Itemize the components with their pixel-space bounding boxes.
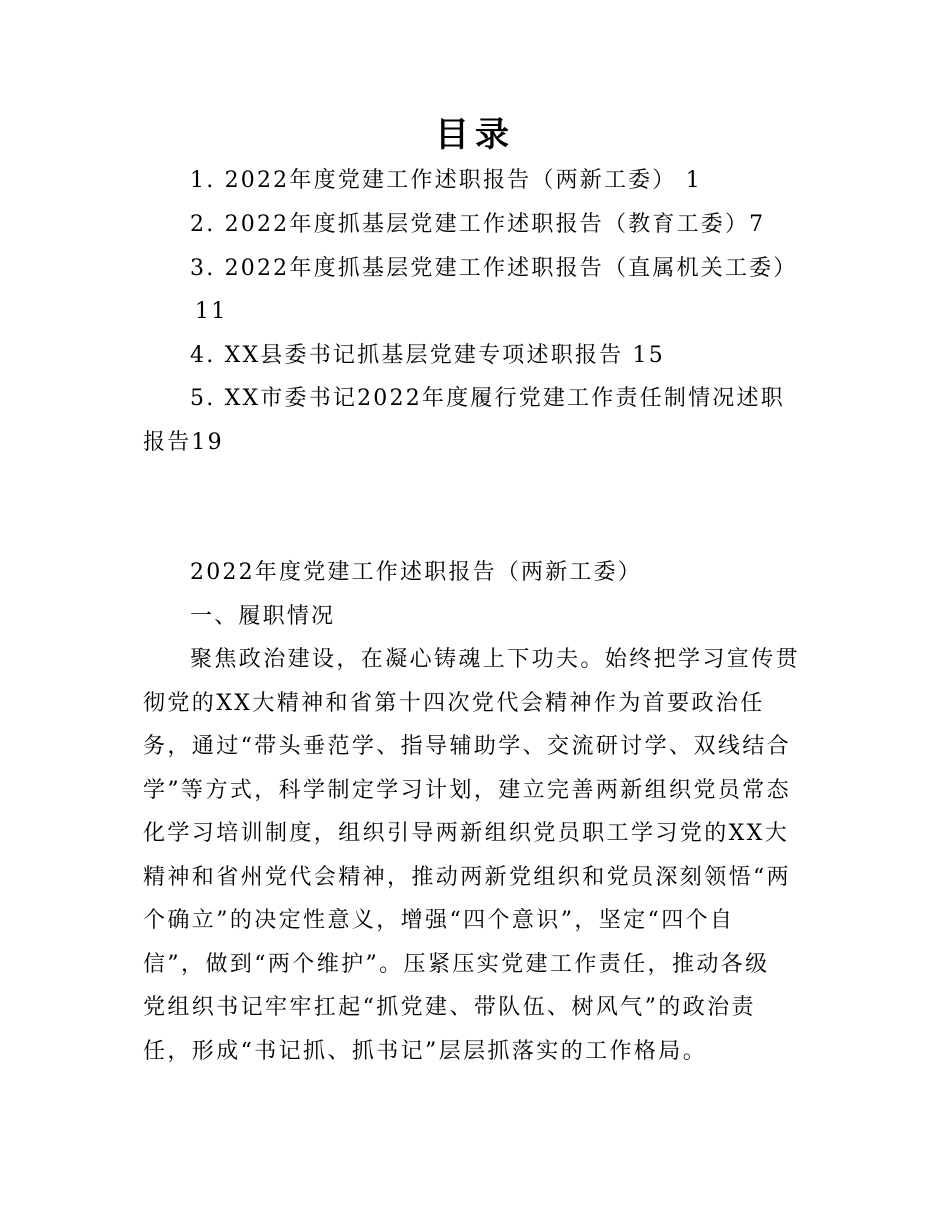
toc-entry-3[interactable]: 3. 2022年度抓基层党建工作述职报告（直属机关工委） [190,256,798,281]
toc-entry-5[interactable]: 5. XX市委书记2022年度履行党建工作责任制情况述职 [190,386,785,411]
toc-entry-2[interactable]: 2. 2022年度抓基层党建工作述职报告（教育工委）7 [190,212,766,237]
paragraph-line: 任，形成“书记抓、抓书记”层层抓落实的工作格局。 [143,1039,708,1064]
paragraph-line: 聚焦政治建设，在凝心铸魂上下功夫。始终把学习宣传贯 [190,647,801,672]
paragraph-line: 个确立”的决定性意义，增强“四个意识”，坚定“四个自 [143,908,735,933]
paragraph-line: 务，通过“带头垂范学、指导辅助学、交流研讨学、双线结合 [143,734,792,759]
toc-entry-5-cont[interactable]: 报告19 [143,430,224,455]
toc-entry-4[interactable]: 4. XX县委书记抓基层党建专项述职报告 15 [190,343,665,368]
toc-title: 目录 [435,115,515,155]
toc-entry-1[interactable]: 1. 2022年度党建工作述职报告（两新工委） 1 [190,168,702,193]
paragraph-line: 信”，做到“两个维护”。压紧压实党建工作责任，推动各级 [143,952,770,977]
paragraph-line: 学”等方式，科学制定学习计划，建立完善两新组织党员常态 [143,778,792,803]
article-heading: 2022年度党建工作述职报告（两新工委） [190,560,642,585]
paragraph-line: 精神和省州党代会精神，推动两新党组织和党员深刻领悟“两 [143,865,792,890]
paragraph-line: 彻党的XX大精神和省第十四次党代会精神作为首要政治任 [143,691,765,716]
section-heading: 一、履职情况 [190,604,336,629]
paragraph-line: 党组织书记牢牢扛起“抓党建、带队伍、树风气”的政治责 [143,995,756,1020]
paragraph-line: 化学习培训制度，组织引导两新组织党员职工学习党的XX大 [143,821,790,846]
toc-entry-3-page[interactable]: 11 [195,299,228,324]
